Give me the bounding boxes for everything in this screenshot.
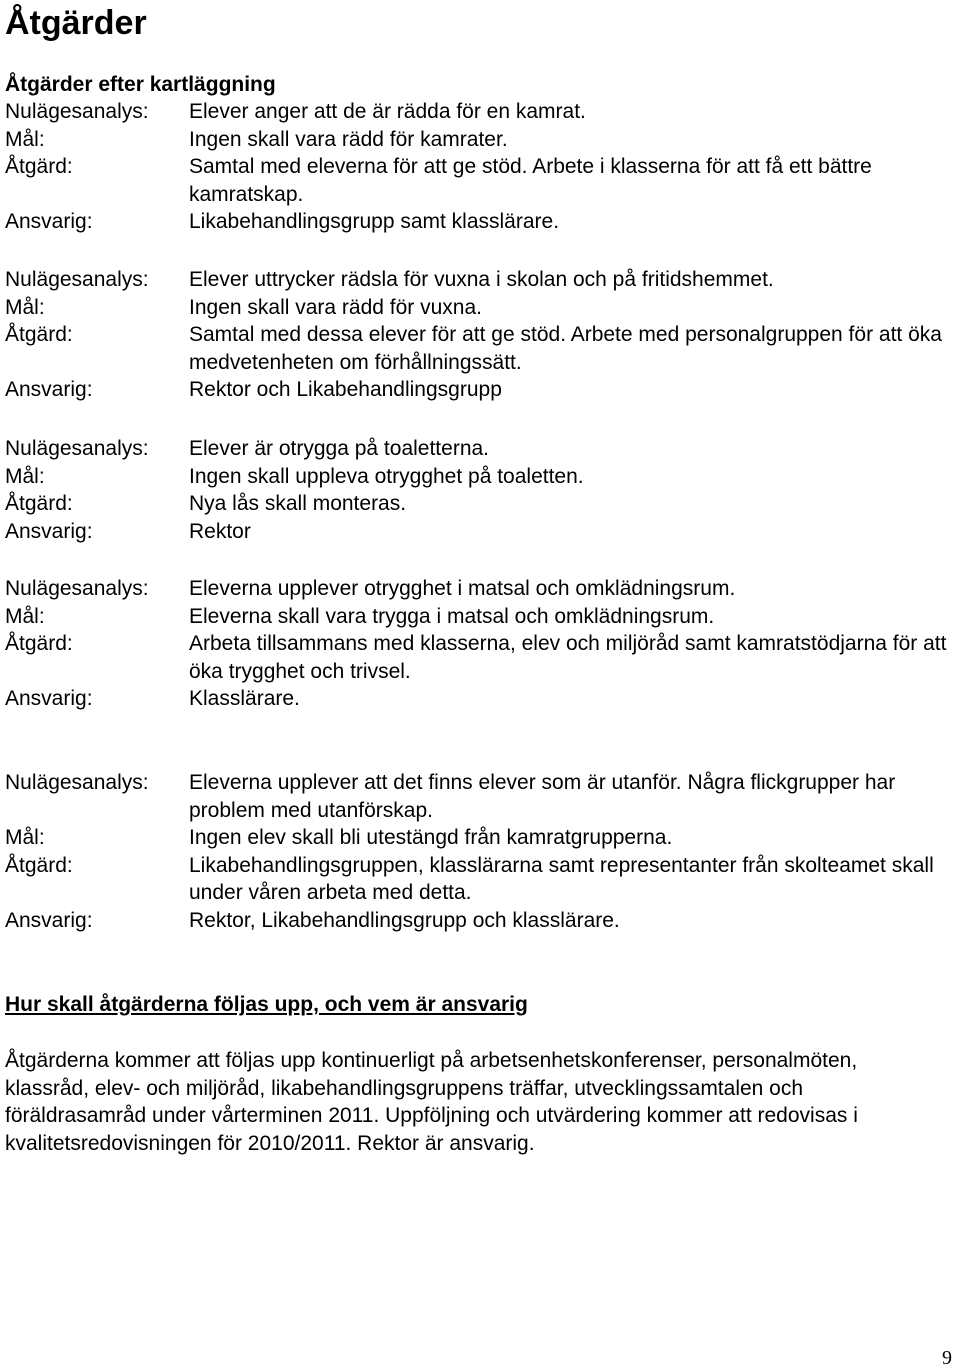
label: Ansvarig: <box>5 519 93 543</box>
row-atgard <box>5 630 950 685</box>
row-nulagesanalys <box>5 435 950 463</box>
row-ansvarig <box>5 685 950 713</box>
action-block <box>5 98 950 236</box>
row-nulagesanalys <box>5 98 950 126</box>
follow-up-paragraph: Åtgärderna kommer att följas upp kontinuerligt på arbetsenhetskonferenser, personalmöten, klassråd, elev- och miljöråd, likabehandlingsgruppens träffar, utvecklingssamtalen och föräldrasamråd under vårterminen 2011. Uppföljning och utvärdering kommer att redovisas i kvalitetsredovisningen för 2010/2011. Rektor är ansvarig. <box>5 1049 858 1155</box>
label: Ansvarig: <box>5 687 93 711</box>
label: Nulägesanalys: <box>5 268 149 291</box>
value: Rektor, Likabehandlingsgrupp och klasslärare. <box>189 908 620 932</box>
row-nulagesanalys <box>5 575 950 603</box>
value: Samtal med eleverna för att ge stöd. Arbete i klasserna för att få ett bättre kamratskap. <box>189 155 872 206</box>
row-nulagesanalys <box>5 266 950 294</box>
row-mal <box>5 824 950 852</box>
value: Klasslärare. <box>189 687 300 711</box>
row-mal <box>5 603 950 631</box>
row-ansvarig <box>5 518 950 546</box>
label: Åtgärd: <box>5 492 73 516</box>
value: Ingen skall uppleva otrygghet på toaletten. <box>189 464 584 488</box>
value: Arbeta tillsammans med klasserna, elev och miljöråd samt kamratstödjarna för att öka trygghet och trivsel. <box>189 632 947 683</box>
label: Åtgärd: <box>5 853 73 877</box>
row-mal <box>5 294 950 322</box>
label: Mål: <box>5 826 45 850</box>
value: Elever anger att de är rädda för en kamrat. <box>189 100 586 123</box>
value: Ingen skall vara rädd för vuxna. <box>189 295 482 319</box>
value: Elever uttrycker rädsla för vuxna i skolan och på fritidshemmet. <box>189 268 774 291</box>
value: Eleverna upplever att det finns elever som är utanför. Några flickgrupper har problem med utanförskap. <box>189 771 896 822</box>
value: Ingen skall vara rädd för kamrater. <box>189 127 508 151</box>
row-ansvarig <box>5 376 950 404</box>
label: Åtgärd: <box>5 323 73 347</box>
row-atgard <box>5 852 950 907</box>
action-block <box>5 769 950 935</box>
label: Åtgärd: <box>5 155 73 179</box>
page-title: Åtgärder <box>5 4 147 42</box>
value: Ingen elev skall bli utestängd från kamratgrupperna. <box>189 826 673 850</box>
action-block <box>5 575 950 713</box>
row-ansvarig <box>5 208 950 236</box>
value: Rektor <box>189 519 251 543</box>
row-mal <box>5 126 950 154</box>
label: Ansvarig: <box>5 210 93 234</box>
label: Nulägesanalys: <box>5 577 149 600</box>
label: Mål: <box>5 464 45 488</box>
value: Rektor och Likabehandlingsgrupp <box>189 378 502 402</box>
label: Nulägesanalys: <box>5 771 149 794</box>
row-atgard <box>5 153 950 208</box>
value: Eleverna skall vara trygga i matsal och omklädningsrum. <box>189 604 715 628</box>
label: Nulägesanalys: <box>5 100 149 123</box>
label: Mål: <box>5 604 45 628</box>
label: Ansvarig: <box>5 378 93 402</box>
value: Elever är otrygga på toaletterna. <box>189 437 490 460</box>
action-block <box>5 266 950 404</box>
label: Ansvarig: <box>5 908 93 932</box>
label: Mål: <box>5 295 45 319</box>
label: Mål: <box>5 127 45 151</box>
page-number: 9 <box>942 1347 952 1369</box>
row-nulagesanalys <box>5 769 950 824</box>
value: Nya lås skall monteras. <box>189 492 407 516</box>
value: Samtal med dessa elever för att ge stöd. Arbete med personalgruppen för att öka medvetenheten om förhållningssätt. <box>189 323 942 374</box>
value: Likabehandlingsgrupp samt klasslärare. <box>189 210 560 234</box>
value: Eleverna upplever otrygghet i matsal och omklädningsrum. <box>189 577 736 600</box>
label: Nulägesanalys: <box>5 437 149 460</box>
section-heading-atgarder: Åtgärder efter kartläggning <box>5 73 276 96</box>
label: Åtgärd: <box>5 632 73 656</box>
row-mal <box>5 463 950 491</box>
section-heading-uppfoljning: Hur skall åtgärderna följas upp, och vem är ansvarig <box>5 993 528 1016</box>
row-atgard <box>5 321 950 376</box>
row-atgard <box>5 490 950 518</box>
value: Likabehandlingsgruppen, klasslärarna samt representanter från skolteamet skall under våren arbeta med detta. <box>189 853 934 905</box>
row-ansvarig <box>5 907 950 935</box>
action-block <box>5 435 950 545</box>
